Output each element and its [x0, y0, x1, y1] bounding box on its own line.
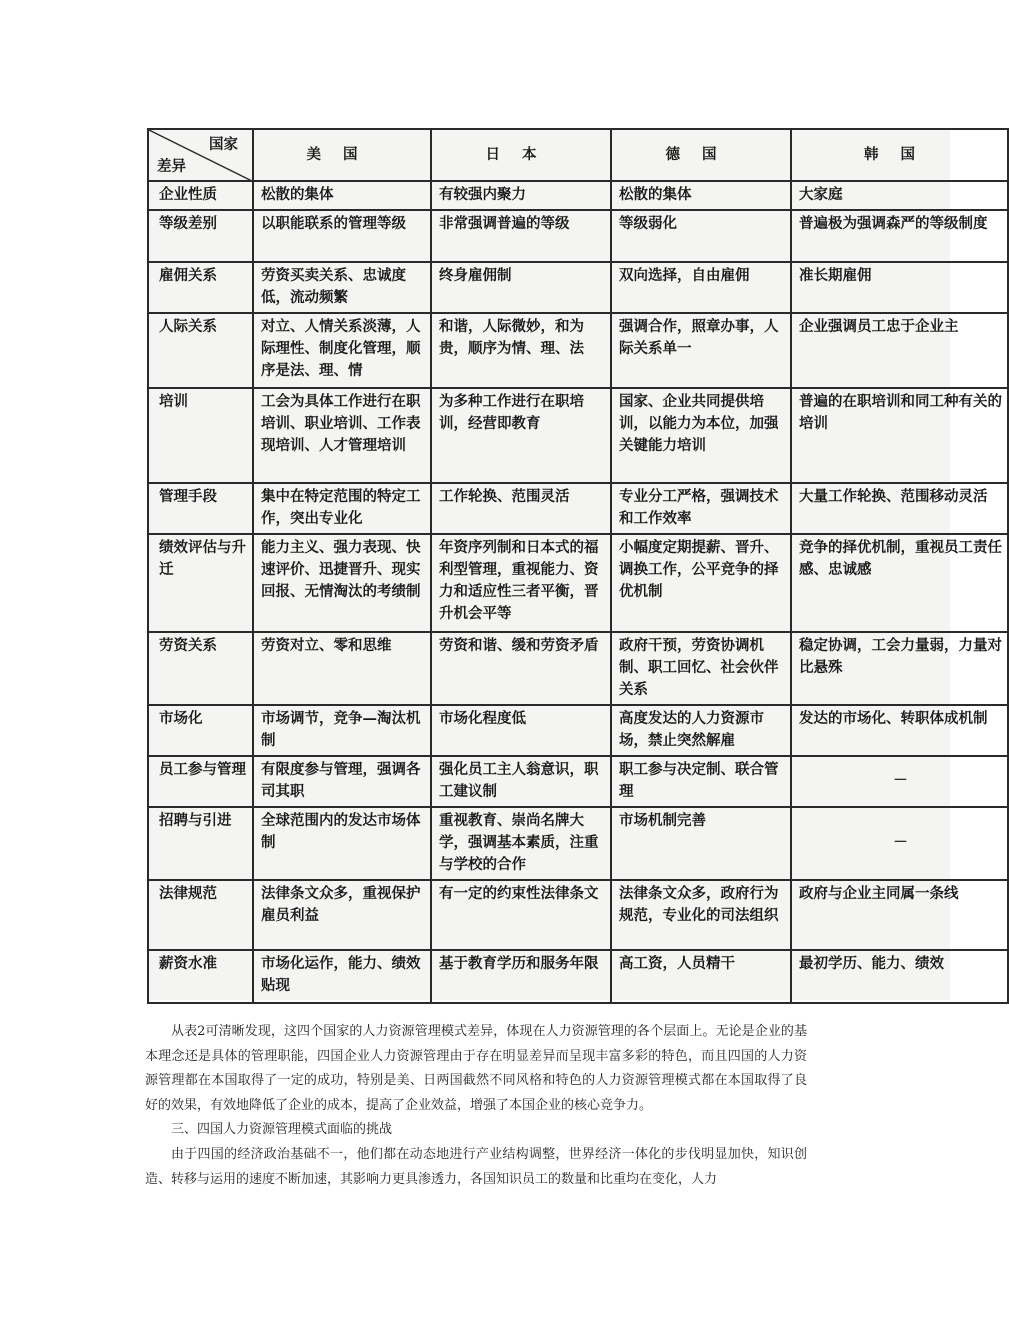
comparison-table	[147, 128, 1009, 1004]
table-row	[148, 807, 1008, 880]
table-cell: 松散的集体	[253, 181, 431, 210]
row-label: 管理手段	[148, 483, 253, 534]
table-cell: 稳定协调，工会力量弱，力量对比悬殊	[791, 632, 1008, 705]
table-cell: 市场调节，竞争—淘汰机制	[253, 705, 431, 756]
table-cell: 工会为具体工作进行在职培训、职业培训、工作表现培训、人才管理培训	[253, 388, 431, 483]
table-cell: 双向选择，自由雇佣	[611, 262, 791, 313]
table-cell: 准长期雇佣	[791, 262, 1008, 313]
table-row	[148, 262, 1008, 313]
table-cell: 松散的集体	[611, 181, 791, 210]
row-label: 人际关系	[148, 313, 253, 388]
table-cell: 年资序列制和日本式的福利型管理，重视能力、资力和适应性三者平衡，晋升机会平等	[431, 534, 611, 632]
table-cell: 全球范围内的发达市场体制	[253, 807, 431, 880]
table-cell: 竞争的择优机制，重视员工责任感、忠诚感	[791, 534, 1008, 632]
table-cell: 最初学历、能力、绩效	[791, 950, 1008, 1003]
row-label: 市场化	[148, 705, 253, 756]
country-header-korea: 韩国	[791, 129, 1008, 181]
row-label: 薪资水准	[148, 950, 253, 1003]
table-row	[148, 210, 1008, 262]
table-cell: 政府与企业主同属一条线	[791, 880, 1008, 950]
table-row	[148, 632, 1008, 705]
table-cell: 小幅度定期提薪、晋升、调换工作，公平竞争的择优机制	[611, 534, 791, 632]
table-cell: －	[791, 756, 1008, 807]
corner-cell	[148, 129, 253, 181]
table-cell: 企业强调员工忠于企业主	[791, 313, 1008, 388]
corner-top-label: 国家	[209, 136, 238, 153]
scanned-table-image	[147, 128, 1002, 1000]
table-cell: 法律条文众多，重视保护雇员利益	[253, 880, 431, 950]
table-row	[148, 880, 1008, 950]
table-cell: 和谐，人际微妙，和为贵，顺序为情、理、法	[431, 313, 611, 388]
row-label: 法律规范	[148, 880, 253, 950]
table-row	[148, 313, 1008, 388]
row-label: 培训	[148, 388, 253, 483]
table-cell: 法律条文众多，政府行为规范，专业化的司法组织	[611, 880, 791, 950]
table-cell: 高工资，人员精干	[611, 950, 791, 1003]
table-cell: 为多种工作进行在职培训，经营即教育	[431, 388, 611, 483]
table-row	[148, 534, 1008, 632]
table-cell: 基于教育学历和服务年限	[431, 950, 611, 1003]
row-label: 招聘与引进	[148, 807, 253, 880]
row-label: 等级差别	[148, 210, 253, 262]
table-row	[148, 756, 1008, 807]
table-cell: 终身雇佣制	[431, 262, 611, 313]
table-cell: 普遍的在职培训和同工种有关的培训	[791, 388, 1008, 483]
paragraph-summary: 从表2可清晰发现，这四个国家的人力资源管理模式差异，体现在人力资源管理的各个层面上。无论是企业的基本理念还是具体的管理职能，四国企业人力资源管理由于存在明显差异而呈现丰富多彩的特色，而且四国的人力资源管理都在本国取得了一定的成功，特别是美、日两国截然不同风格和特色的人力资源管理模式都在本国取得了良好的效果，有效地降低了企业的成本，提高了企业效益，增强了本国企业的核心竞争力。	[145, 1024, 807, 1113]
table-cell: 集中在特定范围的特定工作，突出专业化	[253, 483, 431, 534]
table-cell: 国家、企业共同提供培训，以能力为本位，加强关键能力培训	[611, 388, 791, 483]
table-cell: 工作轮换、范围灵活	[431, 483, 611, 534]
table-cell: 有一定的约束性法律条文	[431, 880, 611, 950]
country-header-germany: 德国	[611, 129, 791, 181]
table-cell: 普遍极为强调森严的等级制度	[791, 210, 1008, 262]
paragraph-challenges: 由于四国的经济政治基础不一，他们都在动态地进行产业结构调整，世界经济一体化的步伐明显加快，知识创造、转移与运用的速度不断加速，其影响力更具渗透力，各国知识员工的数量和比重均在变化，人力	[145, 1146, 807, 1187]
table-cell: 劳资对立、零和思维	[253, 632, 431, 705]
section-heading: 三、四国人力资源管理模式面临的挑战	[171, 1122, 393, 1138]
table-row	[148, 705, 1008, 756]
table-cell: 市场机制完善	[611, 807, 791, 880]
table-cell: 发达的市场化、转职体成机制	[791, 705, 1008, 756]
table-row	[148, 388, 1008, 483]
row-label: 员工参与管理	[148, 756, 253, 807]
table-cell: 高度发达的人力资源市场，禁止突然解雇	[611, 705, 791, 756]
table-cell: 大家庭	[791, 181, 1008, 210]
table-cell: 市场化运作，能力、绩效贴现	[253, 950, 431, 1003]
table-cell: 强化员工主人翁意识，职工建议制	[431, 756, 611, 807]
row-label: 绩效评估与升迁	[148, 534, 253, 632]
country-header-japan: 日本	[431, 129, 611, 181]
table-cell: 非常强调普遍的等级	[431, 210, 611, 262]
table-cell: 市场化程度低	[431, 705, 611, 756]
table-cell: 职工参与决定制、联合管理	[611, 756, 791, 807]
table-row	[148, 483, 1008, 534]
table-cell: 以职能联系的管理等级	[253, 210, 431, 262]
table-cell: 对立、人情关系淡薄，人际理性、制度化管理，顺序是法、理、情	[253, 313, 431, 388]
table-cell: 专业分工严格，强调技术和工作效率	[611, 483, 791, 534]
body-text	[145, 1020, 807, 1192]
table-cell: 能力主义、强力表现、快速评价、迅捷晋升、现实回报、无情淘汰的考绩制	[253, 534, 431, 632]
corner-bottom-label: 差异	[157, 158, 186, 175]
table-cell: 劳资买卖关系、忠诚度低，流动频繁	[253, 262, 431, 313]
row-label: 雇佣关系	[148, 262, 253, 313]
table-cell: －	[791, 807, 1008, 880]
table-cell: 大量工作轮换、范围移动灵活	[791, 483, 1008, 534]
table-cell: 有限度参与管理，强调各司其职	[253, 756, 431, 807]
table-cell: 强调合作，照章办事，人际关系单一	[611, 313, 791, 388]
row-label: 企业性质	[148, 181, 253, 210]
table-header-row	[148, 129, 1008, 181]
table-row	[148, 950, 1008, 1003]
row-label: 劳资关系	[148, 632, 253, 705]
country-header-usa: 美国	[253, 129, 431, 181]
table-cell: 重视教育、崇尚名牌大学，强调基本素质，注重与学校的合作	[431, 807, 611, 880]
table-row	[148, 181, 1008, 210]
table-cell: 政府干预，劳资协调机制、职工回忆、社会伙伴关系	[611, 632, 791, 705]
table-cell: 有较强内聚力	[431, 181, 611, 210]
table-cell: 等级弱化	[611, 210, 791, 262]
table-cell: 劳资和谐、缓和劳资矛盾	[431, 632, 611, 705]
